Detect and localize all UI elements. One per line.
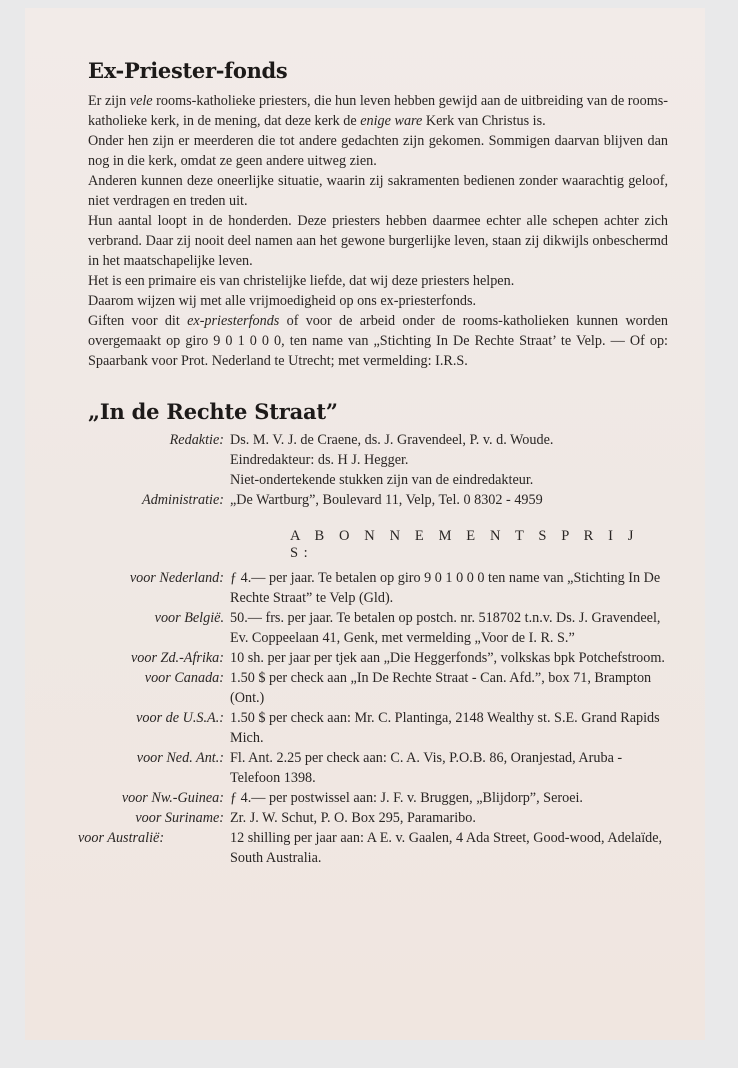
price-label: voor Nw.-Guinea: [121, 790, 224, 806]
price-value: ƒ 4.— per jaar. Te betalen op giro 9 0 1 0 0 0 ten name van „Stichting In De Rechte Straat” te Velp (Gld). [230, 570, 661, 606]
article-title: Ex-Priester-fonds [88, 58, 288, 83]
page-content [78, 58, 668, 868]
document-page [25, 8, 705, 1040]
prices-table [78, 568, 668, 868]
paragraph: Anderen kunnen deze oneerlijke situatie, waarin zij sakramenten bedienen zonder waarachtig geloof, niet verdragen en treden uit. [88, 173, 668, 209]
price-label: voor Nederland: [129, 570, 224, 586]
price-label: voor Ned. Ant.: [136, 750, 224, 766]
price-value: Zr. J. W. Schut, P. O. Box 295, Paramaribo. [230, 810, 476, 826]
paragraph [88, 91, 668, 131]
price-label: voor Suriname: [135, 810, 224, 826]
price-label: voor Australië: [78, 830, 165, 846]
text-run: Giften voor dit [88, 313, 188, 329]
redaktie-line: Eindredakteur: ds. H J. Hegger. [230, 452, 409, 468]
text-run: Er zijn [88, 93, 130, 109]
redaktie-label: Redaktie: [169, 432, 224, 448]
administratie-value: „De Wartburg”, Boulevard 11, Velp, Tel. 0 8302 - 4959 [230, 492, 543, 508]
redaktie-line: Ds. M. V. J. de Craene, ds. J. Gravendeel, P. v. d. Woude. [230, 432, 554, 448]
prices-section [78, 568, 668, 868]
price-value: ƒ 4.— per postwissel aan: J. F. v. Bruggen, „Blijdorp”, Seroei. [230, 790, 583, 806]
text-run: of voor de arbeid onder de rooms-katholieken kunnen worden overgemaakt op giro 9 0 1 0 0 0, ten name van „Stichting In De Rechte Straat’ te Velp. — Of op: Spaarbank voor Prot. Nederland te Utrecht; met vermelding: I.R.S. [88, 313, 668, 369]
text-run: rooms-katholieke priesters, die hun leven hebben gewijd aan de uitbreiding van de rooms-katholieke kerk, in de mening, dat deze kerk de [88, 93, 668, 129]
price-value: 10 sh. per jaar per tjek aan „Die Heggerfonds”, volkskas bpk Potchefstroom. [230, 650, 665, 666]
text-run: Kerk van Christus is. [422, 113, 546, 129]
paragraph: Daarom wijzen wij met alle vrijmoedigheid op ons ex-priesterfonds. [88, 293, 477, 309]
administratie-label: Administratie: [142, 492, 224, 508]
emphasis: enige ware [360, 113, 423, 129]
paragraph: Hun aantal loopt in de honderden. Deze priesters hebben daarmee echter alle schepen achter zich verbrand. Daar zij nooit deel namen aan het gewone burgerlijke leven, staan zij dikwijls onbeschermd in het maatschapelijke leven. [88, 213, 668, 269]
paragraph: Het is een primaire eis van christelijke liefde, dat wij deze priesters helpen. [88, 273, 515, 289]
prices-title: A B O N N E M E N T S P R I J S: [290, 528, 640, 561]
paragraph [88, 311, 668, 371]
price-value: Fl. Ant. 2.25 per check aan: C. A. Vis, P.O.B. 86, Oranjestad, Aruba - Telefoon 1398. [230, 750, 623, 786]
price-label: voor Zd.-Afrika: [131, 650, 224, 666]
price-value: 50.— frs. per jaar. Te betalen op postch. nr. 518702 t.n.v. Ds. J. Gravendeel, Ev. Coppeelaan 41, Genk, met vermelding „Voor de I. R. S.” [230, 610, 661, 646]
price-value: 12 shilling per jaar aan: A E. v. Gaalen, 4 Ada Street, Good-wood, Adelaïde, South Australia. [230, 830, 663, 866]
colofon-table [88, 430, 668, 510]
emphasis: ex-priesterfonds [187, 313, 280, 329]
article-body [88, 91, 668, 371]
redaktie-line: Niet-ondertekende stukken zijn van de eindredakteur. [230, 472, 534, 488]
price-label: voor België. [154, 610, 224, 626]
price-value: 1.50 $ per check aan „In De Rechte Straat - Can. Afd.”, box 71, Brampton (Ont.) [230, 670, 652, 706]
price-label: voor de U.S.A.: [136, 710, 224, 726]
paragraph: Onder hen zijn er meerderen die tot andere gedachten zijn gekomen. Sommigen daarvan blijven dan nog in die kerk, omdat ze geen andere uitweg zien. [88, 133, 668, 169]
redaktie-value [230, 430, 668, 490]
price-label: voor Canada: [144, 670, 224, 686]
colofon-title: „In de Rechte Straat” [88, 399, 338, 424]
price-value: 1.50 $ per check aan: Mr. C. Plantinga, 2148 Wealthy st. S.E. Grand Rapids Mich. [230, 710, 660, 746]
emphasis: vele [129, 93, 153, 109]
